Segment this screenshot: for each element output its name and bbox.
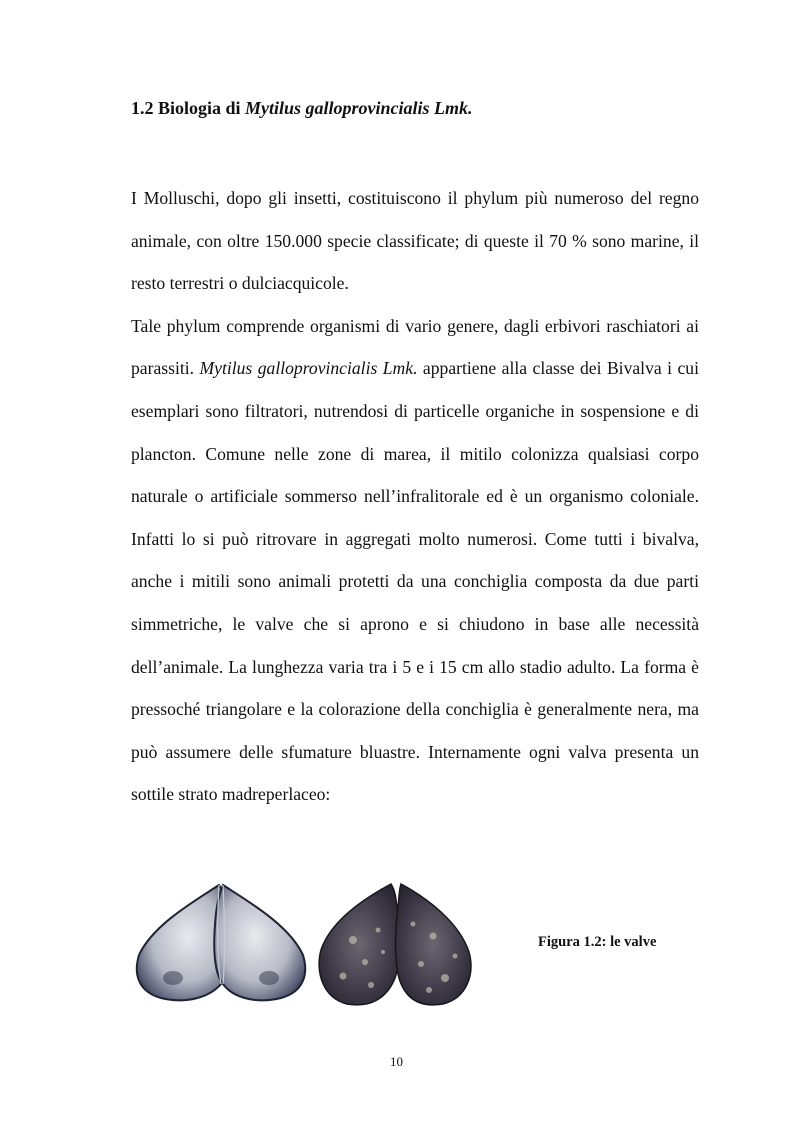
paragraph-2-start: Tale phylum comprende organismi di vario genere, dagli erbivori raschiatori ai parassiti.	[131, 315, 699, 379]
mussel-valves-image	[133, 880, 478, 1010]
paragraph-2-end: appartiene alla classe dei Bivalva i cui esemplari sono filtratori, nutrendosi di particelle organiche in sospensione e di plancton. Comune nelle zone di marea, il mitilo colonizza qualsiasi corpo naturale o artificiale sommerso nell’infralitorale ed è un organismo coloniale. Infatti lo si può ritrovare in aggregati molto numerosi. Come tutti i bivalva, anche i mitili sono animali protetti da una conchiglia composta da due parti simmetriche, le valve che si aprono e si chiudono in base alle necessità dell’animale. La lunghezza varia tra i 5 e i 15 cm allo stadio adulto. La forma è pressoché triangolare e la colorazione della conchiglia è generalmente nera, ma può assumere delle sfumature bluastre. Internamente ogni valva presenta un sottile strato madreperlaceo:	[131, 358, 699, 805]
figure-caption: Figura 1.2: le valve	[538, 934, 657, 950]
section-title	[131, 96, 473, 120]
open-valves	[137, 885, 305, 1000]
page-number: 10	[390, 1054, 403, 1069]
paragraph-1: I Molluschi, dopo gli insetti, costituiscono il phylum più numeroso del regno animale, con oltre 150.000 specie classificate; di queste il 70 % sono marine, il resto terrestri o dulciacquicole.	[131, 188, 699, 294]
paragraph-2	[131, 305, 699, 816]
paragraph-2-scientific-name: Mytilus galloprovincialis Lmk.	[199, 358, 418, 379]
section-title-scientific-name: Mytilus galloprovincialis Lmk.	[245, 98, 473, 118]
section-title-text: 1.2 Biologia di	[131, 98, 246, 118]
body-text	[131, 177, 699, 816]
mussel-valves-figure	[133, 880, 478, 1010]
outer-valves	[319, 884, 471, 1005]
